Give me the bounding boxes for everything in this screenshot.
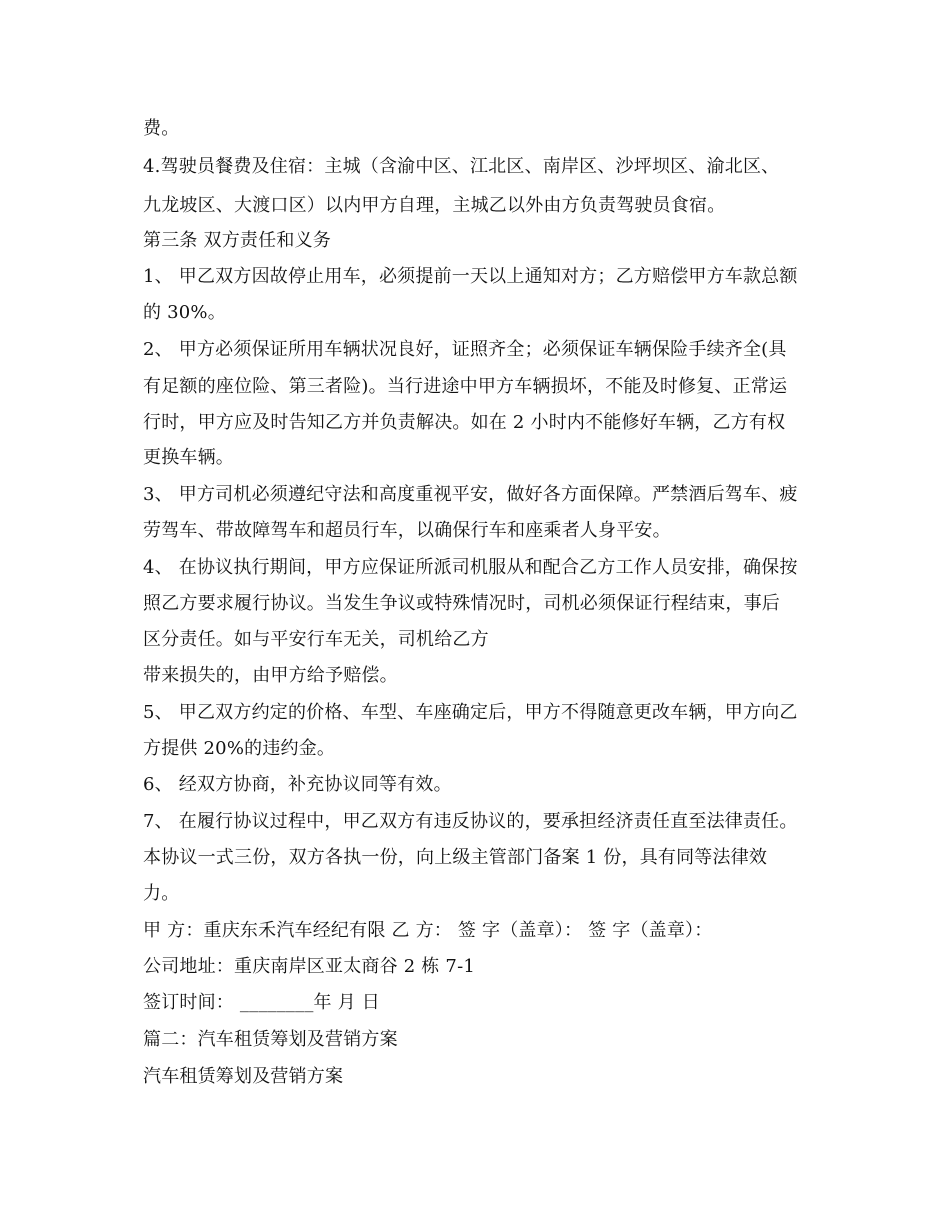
text-line: 九龙坡区、大渡口区）以内甲方自理，主城乙以外由方负责驾驶员食宿。: [143, 195, 726, 216]
section-heading: 篇二：汽车租赁筹划及营销方案: [143, 1029, 398, 1050]
text-line: 带来损失的，由甲方给予赔偿。: [143, 665, 398, 686]
text-line: 方提供 20%的违约金。: [143, 738, 336, 759]
text-line: 6、 经双方协商，补充协议同等有效。: [143, 774, 452, 795]
text-line: 劳驾车、带故障驾车和超员行车，以确保行车和座乘者人身平安。: [143, 520, 671, 541]
text-line: 力。: [143, 883, 180, 904]
section-heading: 第三条 双方责任和义务: [143, 230, 331, 251]
text-line: 更换车辆。: [143, 447, 234, 468]
text-line: 费。: [143, 118, 180, 139]
signature-parties-line: 甲 方：重庆东禾汽车经纪有限 乙 方： 签 字（盖章）： 签 字（盖章）：: [143, 920, 713, 941]
text-line: 照乙方要求履行协议。当发生争议或特殊情况时，司机必须保证行程结束，事后: [143, 593, 780, 614]
text-line: 1、 甲乙双方因故停止用车，必须提前一天以上通知对方；乙方赔偿甲方车款总额: [143, 266, 798, 287]
text-line: 有足额的座位险、第三者险)。当行进途中甲方车辆损坏，不能及时修复、正常运: [143, 376, 788, 397]
text-line: 的 30%。: [143, 302, 226, 323]
signing-date-line: 签订时间： ________年 月 日: [143, 992, 380, 1013]
company-address-line: 公司地址：重庆南岸区亚太商谷 2 栋 7-1: [143, 956, 476, 977]
text-line: 5、 甲乙双方约定的价格、车型、车座确定后，甲方不得随意更改车辆，甲方向乙: [143, 702, 798, 723]
section-title: 汽车租赁筹划及营销方案: [143, 1066, 344, 1087]
text-line: 区分责任。如与平安行车无关，司机给乙方: [143, 629, 489, 650]
text-line: 7、 在履行协议过程中，甲乙双方有违反协议的，要承担经济责任直至法律责任。: [143, 811, 798, 832]
text-line: 本协议一式三份，双方各执一份，向上级主管部门备案 1 份，具有同等法律效: [143, 847, 768, 868]
text-line: 2、 甲方必须保证所用车辆状况良好，证照齐全；必须保证车辆保险手续齐全(具: [143, 339, 787, 360]
text-line: 4、 在协议执行期间，甲方应保证所派司机服从和配合乙方工作人员安排，确保按: [143, 557, 798, 578]
text-line: 4.驾驶员餐费及住宿：主城（含渝中区、江北区、南岸区、沙坪坝区、渝北区、: [143, 156, 780, 177]
text-line: 行时，甲方应及时告知乙方并负责解决。如在 2 小时内不能修好车辆，乙方有权: [143, 412, 786, 433]
text-line: 3、 甲方司机必须遵纪守法和高度重视平安，做好各方面保障。严禁酒后驾车、疲: [143, 484, 798, 505]
